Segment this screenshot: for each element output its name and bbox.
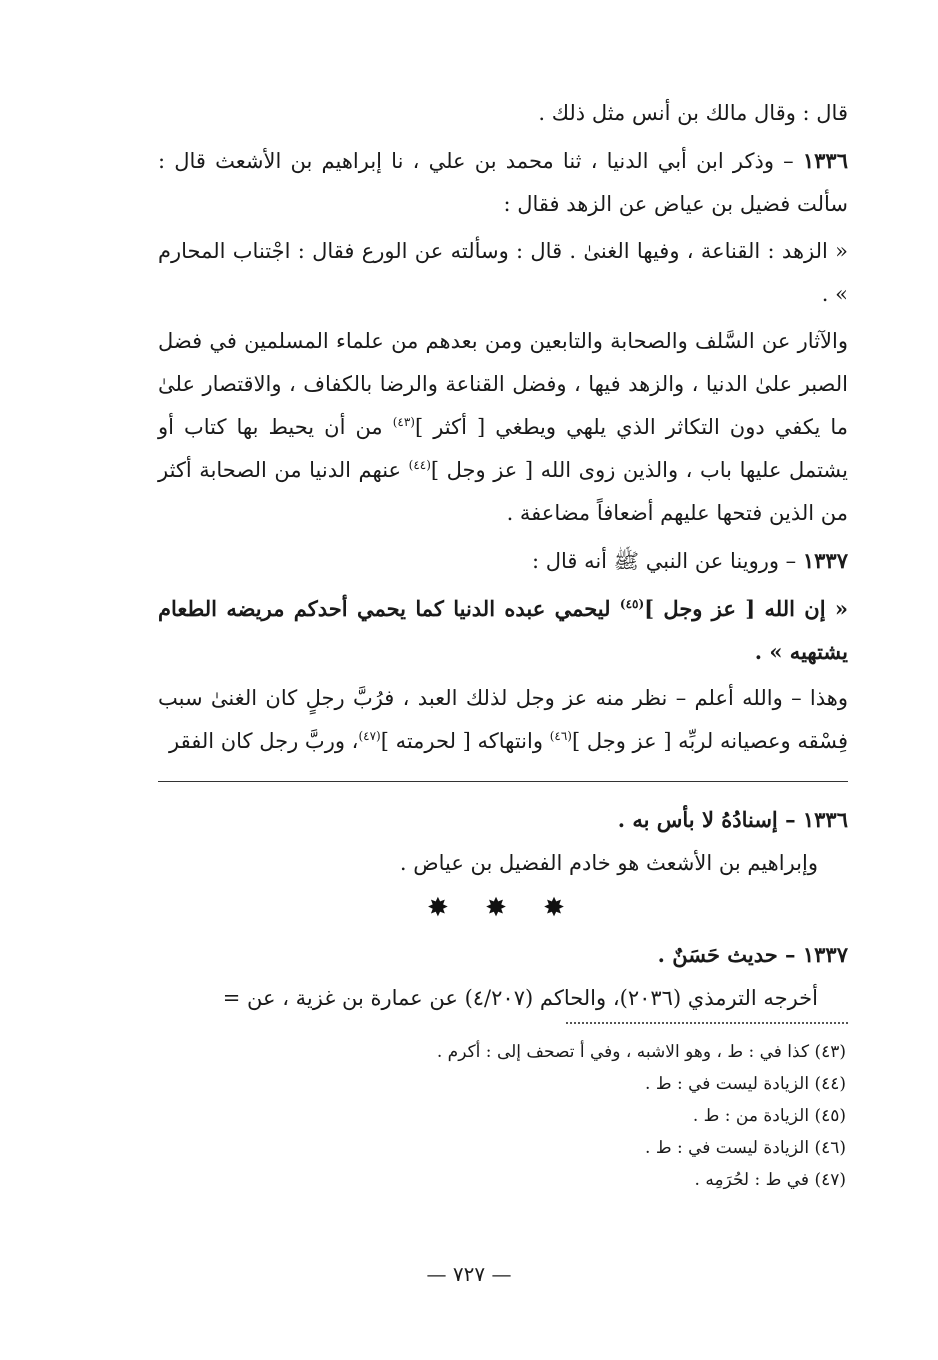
page-body [158, 92, 848, 1196]
paragraph-1336-text: – وذكر ابن أبي الدنيا ، ثنا محمد بن علي ، نا إبراهيم بن الأشعث قال : سألت فضيل بن عياض عن الزهد فقال : [158, 149, 848, 216]
athar-text-c: عنهم الدنيا من الصحابة أكثر من الذين فتحها عليهم أضعافاً مضاعفة . [158, 458, 848, 525]
commentary-text-c: ، وربَّ رجل كان الفقر [169, 729, 359, 753]
page-number: — ٧٢٧ — [426, 1262, 512, 1286]
note-1336-title: – إسنادُهُ لا بأس به . [617, 807, 803, 832]
hadith-quote-b: ليحمي عبده الدنيا كما يحمي أحدكم مريضه الطعام يشتهيه » . [158, 596, 848, 664]
footnotes [158, 1036, 848, 1196]
paragraph-1 [158, 92, 848, 135]
note-1336-detail [158, 842, 848, 885]
stars-separator: ✸ ✸ ✸ [427, 893, 579, 923]
paragraph-1337-text: – وروينا عن النبي ﷺ أنه قال : [531, 549, 803, 573]
paragraph-1-text: قال : وقال مالك بن أنس مثل ذلك . [538, 101, 848, 125]
note-1336 [158, 798, 848, 842]
footnote-47: (٤٧) في ط : لحُرَمِه . [694, 1170, 846, 1190]
footnote-46: (٤٦) الزيادة ليست في : ط . [645, 1138, 846, 1158]
note-1337-detail-text: أخرجه الترمذي (٢٠٣٦)، والحاكم (٤/٢٠٧) عن عمارة بن غزية ، عن = [222, 986, 818, 1010]
section-divider [158, 781, 848, 782]
footnote-44: (٤٤) الزيادة ليست في : ط . [645, 1074, 846, 1094]
paragraph-1336 [158, 139, 848, 226]
paragraph-commentary [158, 677, 848, 763]
note-1336-detail-text: وإبراهيم بن الأشعث هو خادم الفضيل بن عياض . [399, 851, 818, 875]
footnote-ref-44: (٤٤) [408, 458, 431, 472]
note-1337-title: – حديث حَسَنٌ . [657, 942, 803, 967]
footnote-43: (٤٣) كذا في : ط ، وهو الاشبه ، وفي أ تصحف إلى : أكرم . [436, 1042, 846, 1062]
footnote-ref-47: (٤٧) [358, 729, 381, 743]
footnote-45: (٤٥) الزيادة من : ط . [692, 1106, 846, 1126]
footnote-ref-45: (٤٥) [619, 597, 645, 611]
athar-text-a: والآثار عن السَّلف والصحابة والتابعين ومن بعدهم من علماء المسلمين في فضل الصبر علىٰ الدنيا ، والزهد فيها ، وفضل القناعة والرضا بالكفاف ، والاقتصار علىٰ ما يكفي دون التكاثر الذي يلهي ويطغي [ أكثر ] [158, 329, 848, 439]
paragraph-hadith-quote [158, 587, 848, 673]
paragraph-1337 [158, 539, 848, 583]
footnote-ref-46: (٤٦) [549, 729, 572, 743]
hadith-quote-a: « إن الله [ عز وجل ] [644, 596, 848, 621]
zuhd-quote-text: « الزهد : القناعة ، وفيها الغنىٰ . قال : وسألته عن الورع فقال : اجْتناب المحارم » . [158, 239, 848, 306]
note-1336-number: ١٣٣٦ [802, 807, 848, 832]
paragraph-athar [158, 320, 848, 535]
commentary-text-a: وهذا – والله أعلم – نظر منه عز وجل لذلك العبد ، فرُبَّ رجلٍ كان الغنىٰ سبب فِسْقه وعصيانه لربِّه [ عز وجل ] [158, 686, 848, 753]
athar-text-b: من أن يحيط بها كتاب أو يشتمل عليها باب ، والذين زوى الله [ عز وجل ] [158, 415, 848, 482]
hadith-number-1337: ١٣٣٧ [802, 548, 848, 573]
commentary-text-b: وانتهاكه [ لحرمته ] [380, 729, 550, 753]
footnote-ref-43: (٤٣) [392, 415, 415, 429]
hadith-number-1336: ١٣٣٦ [802, 148, 848, 173]
footnote-separator [566, 1022, 848, 1024]
paragraph-zuhd-quote [158, 230, 848, 316]
note-1337-detail [158, 977, 848, 1020]
note-1337 [158, 933, 848, 977]
note-1337-number: ١٣٣٧ [802, 942, 848, 967]
